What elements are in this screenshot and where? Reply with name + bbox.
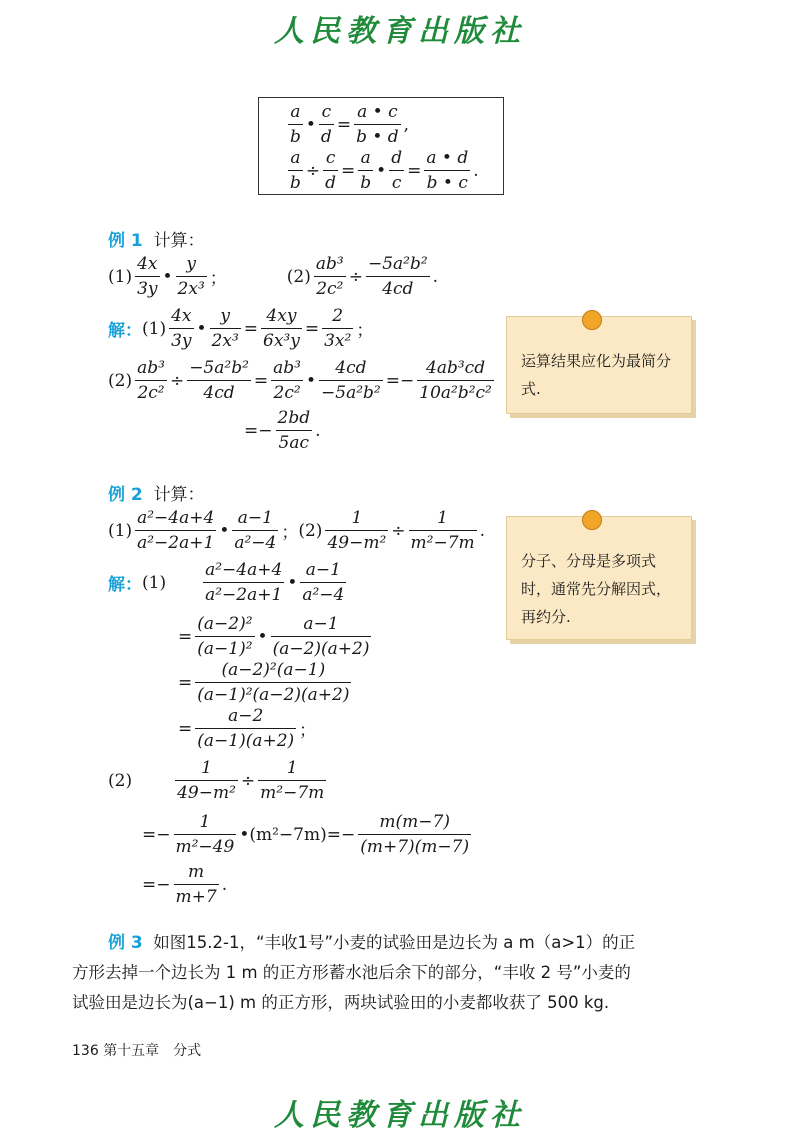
tip-note-simplest: 运算结果应化为最简分式. [506, 316, 692, 414]
publisher-watermark-top: 人民教育出版社 [274, 14, 526, 49]
example2-solution2-start: (2) 1 49−m² ÷ 1 m²−7m [108, 758, 325, 804]
example3-line1: 例 3 如图15.2-1，“丰收1号”小麦的试验田是边长为 a m（a>1）的正 [108, 933, 636, 953]
example1-questions: (1) 4x 3y • y 2x³ ； (2) ab³ 2c² ÷ −5a²b² 4cd . [108, 254, 439, 300]
example2-step1: = (a−2)² (a−1)² • a−1 (a−2)(a+2) [178, 614, 370, 660]
tip-note-factor: 分子、分母是多项式时，通常先分解因式，再约分. [506, 516, 692, 640]
example2-heading: 例 2 计算： [108, 485, 205, 505]
example2-solution2-step1: =− 1 m²−49 • (m²−7m) =− m(m−7) (m+7)(m−7) [142, 812, 470, 858]
example3-line3: 试验田是边长为(a−1) m 的正方形，两块试验田的小麦都收获了 500 kg. [72, 993, 610, 1012]
example1-heading: 例 1 计算： [108, 231, 205, 251]
example2-solution1-start: 解： (1) a²−4a+4 a²−2a+1 • a−1 a²−4 [108, 560, 345, 606]
chapter-title: 第十五章 分式 [103, 1043, 202, 1059]
page-footer [72, 1040, 201, 1060]
pin-icon [582, 310, 602, 330]
example1-solution2: (2) ab³ 2c² ÷ −5a²b² 4cd = ab³ 2c² • 4cd −5a²b² =− 4ab³cd 10a²b²c² [108, 358, 492, 404]
example2-step2: = (a−2)²(a−1) (a−1)²(a−2)(a+2) [178, 660, 350, 706]
publisher-watermark-bottom: 人民教育出版社 [274, 1098, 526, 1133]
example2-solution2-final: =− m m+7 . [142, 862, 228, 908]
division-rule-box: a b • c d = a • c b • d , a b ÷ c d = a b • d c = a • d b • c . [258, 97, 504, 195]
pin-icon [582, 510, 602, 530]
example2-questions: (1) a²−4a+4 a²−2a+1 • a−1 a²−4 ； (2) 1 49−m² ÷ 1 m²−7m . [108, 508, 486, 554]
example1-solution2-final: =− 2bd 5ac . [244, 408, 321, 454]
example2-step3: = a−2 (a−1)(a+2) ； [178, 706, 317, 752]
page-number: 136 [72, 1043, 99, 1059]
example1-solution1: 解： (1) 4x 3y • y 2x³ = 4xy 6x³y = 2 3x² ； [108, 306, 374, 352]
example3-line2: 方形去掉一个边长为 1 m 的正方形蓄水池后余下的部分，“丰收 2 号”小麦的 [72, 963, 631, 982]
